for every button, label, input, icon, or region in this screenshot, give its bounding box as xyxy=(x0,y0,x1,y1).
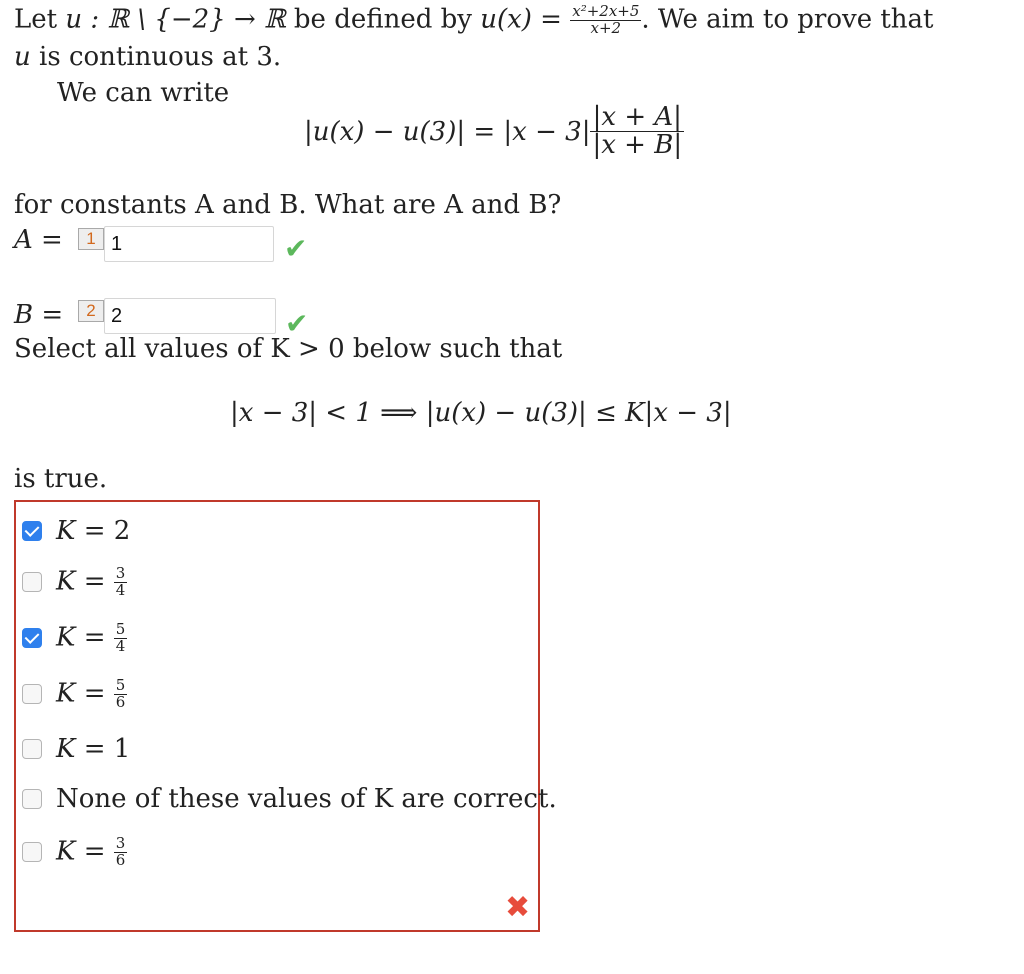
choice-prefix: None of these values of K are correct. xyxy=(56,784,557,814)
function-fraction xyxy=(570,4,641,37)
we-can-write: We can write xyxy=(57,78,230,108)
choice-item[interactable] xyxy=(22,516,130,546)
checkbox-checked[interactable] xyxy=(22,521,42,541)
fraction-denominator: 4 xyxy=(115,580,126,599)
choice-prefix: K = xyxy=(56,734,114,764)
answer-b-badge: 2 xyxy=(78,300,104,322)
choice-item[interactable] xyxy=(22,734,130,764)
fraction-numerator: 3 xyxy=(115,834,126,852)
function-lhs: u(x) = xyxy=(480,4,571,35)
answer-a-input[interactable]: 1 xyxy=(104,226,274,262)
checkbox[interactable] xyxy=(22,739,42,759)
equation-lhs: |u(x) − u(3)| = |x − 3| xyxy=(304,116,591,147)
checkbox[interactable] xyxy=(22,684,42,704)
intro-text: be defined by xyxy=(285,4,481,35)
intro-text: Let xyxy=(14,4,66,35)
choice-prefix: K = xyxy=(56,836,114,867)
answer-a-check-icon: ✔ xyxy=(284,232,308,265)
choice-label xyxy=(56,734,130,764)
choice-label xyxy=(56,622,127,655)
choice-item[interactable] xyxy=(22,784,557,814)
choice-value: 1 xyxy=(113,734,131,764)
fraction-numerator: |x + A| xyxy=(590,104,684,132)
fraction-denominator: 6 xyxy=(115,850,126,869)
choice-item[interactable] xyxy=(22,566,127,599)
intro-text: is continuous at 3. xyxy=(30,42,282,72)
choice-value: 2 xyxy=(113,516,131,546)
fraction-denominator: x+2 xyxy=(590,18,622,37)
choice-prefix: K = xyxy=(56,516,114,546)
choice-prefix: K = xyxy=(56,678,114,709)
fraction-numerator: 5 xyxy=(115,620,126,638)
choice-label xyxy=(56,836,127,869)
fraction-denominator: 6 xyxy=(115,692,126,711)
function-signature: u : ℝ \ {−2} → ℝ xyxy=(65,4,286,35)
checkbox[interactable] xyxy=(22,842,42,862)
choice-prefix: K = xyxy=(56,622,114,653)
choice-item[interactable] xyxy=(22,622,127,655)
checkbox[interactable] xyxy=(22,572,42,592)
answer-b-label: B = xyxy=(14,300,64,330)
choice-item[interactable] xyxy=(22,678,127,711)
intro-line-2 xyxy=(14,42,281,72)
fraction-numerator: x²+2x+5 xyxy=(572,2,640,20)
equation-1 xyxy=(304,104,684,160)
choice-fraction xyxy=(114,836,128,869)
is-true-text: is true. xyxy=(14,464,108,494)
answer-b-input[interactable]: 2 xyxy=(104,298,276,334)
fraction-denominator: |x + B| xyxy=(592,130,683,161)
answer-a-badge: 1 xyxy=(78,228,104,250)
choice-label xyxy=(56,784,557,814)
choice-label xyxy=(56,678,127,711)
answer-a-label: A = xyxy=(14,225,63,255)
fraction-denominator: 4 xyxy=(115,636,126,655)
choice-item[interactable] xyxy=(22,836,127,869)
checkbox-checked[interactable] xyxy=(22,628,42,648)
question-1: for constants A and B. What are A and B? xyxy=(14,190,562,220)
cross-icon: ✖ xyxy=(505,890,531,925)
variable-u: u xyxy=(14,42,31,72)
choice-fraction xyxy=(114,678,128,711)
equation-2: |x − 3| < 1 ⟹ |u(x) − u(3)| ≤ K|x − 3| xyxy=(230,398,732,428)
question-2: Select all values of K > 0 below such that xyxy=(14,334,563,364)
choice-fraction xyxy=(114,622,128,655)
choice-label xyxy=(56,516,130,546)
intro-line-1 xyxy=(14,4,933,37)
answer-b-check-icon: ✔ xyxy=(285,307,309,340)
fraction-numerator: 5 xyxy=(115,676,126,694)
checkbox[interactable] xyxy=(22,789,42,809)
fraction-numerator: 3 xyxy=(115,564,126,582)
intro-text: . We aim to prove that xyxy=(641,4,934,35)
choice-prefix: K = xyxy=(56,566,114,597)
equation-fraction xyxy=(590,104,684,160)
choice-fraction xyxy=(114,566,128,599)
choice-label xyxy=(56,566,127,599)
